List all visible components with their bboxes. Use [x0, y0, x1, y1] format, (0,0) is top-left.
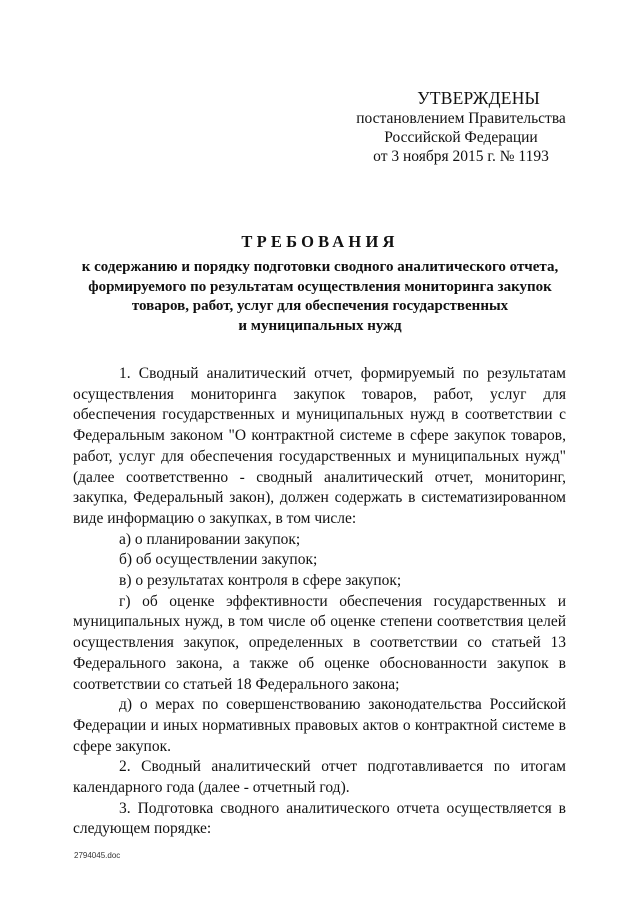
document-title: ТРЕБОВАНИЯ	[241, 232, 399, 251]
paragraph-1e: д) о мерах по совершенствованию законодательства Российской Федерации и иных нормативных правовых актов о контрактной системе в сфере закупок.	[73, 696, 566, 755]
subtitle-line-4: и муниципальных нужд	[238, 317, 402, 334]
subtitle-line-2: формируемого по результатам осуществления мониторинга закупок	[88, 278, 552, 295]
paragraph-1c: в) о результатах контроля в сфере закупок;	[119, 572, 402, 590]
paragraph-1a: а) о планировании закупок;	[119, 530, 301, 548]
approval-line-2: Российской Федерации	[384, 129, 538, 146]
footer-file-code: 2794045.doc	[74, 851, 121, 860]
paragraph-1d: г) об оценке эффективности обеспечения государственных и муниципальных нужд, в том числе об оценке степени соответствия целей осуществления закупок, определенных в соответствии со статьей 13 Федерального закона, а также об оценке обоснованности закупок в соответствии со статьей 18 Федерального закона;	[73, 592, 566, 693]
paragraph-1b: б) об осуществлении закупок;	[119, 551, 318, 569]
subtitle-line-1: к содержанию и порядку подготовки сводного аналитического отчета,	[81, 259, 559, 275]
paragraph-3: 3. Подготовка сводного аналитического отчета осуществляется в следующем порядке:	[73, 799, 566, 838]
approval-line-3: от 3 ноября 2015 г. № 1193	[373, 148, 549, 165]
approval-block	[336, 87, 586, 166]
paragraph-2: 2. Сводный аналитический отчет подготавливается по итогам календарного года (далее - отчетный год).	[73, 758, 566, 797]
subtitle-line-3: товаров, работ, услуг для обеспечения государственных	[131, 298, 509, 315]
document-subtitle	[70, 258, 570, 336]
document-body	[73, 364, 566, 840]
paragraph-1: 1. Сводный аналитический отчет, формируемый по результатам осуществления мониторинга закупок товаров, работ, услуг для обеспечения государственных и муниципальных нужд в соответствии с Федеральным законом "О контрактной системе в сфере закупок товаров, работ, услуг для обеспечения государственных и муниципальных нужд" (далее соответственно - сводный аналитический отчет, мониторинг, закупка, Федеральный закон), должен содержать в систематизированном виде информацию о закупках, в том числе:	[73, 365, 566, 527]
approval-line-1: постановлением Правительства	[356, 110, 566, 127]
approval-heading: УТВЕРЖДЕНЫ	[417, 88, 540, 108]
